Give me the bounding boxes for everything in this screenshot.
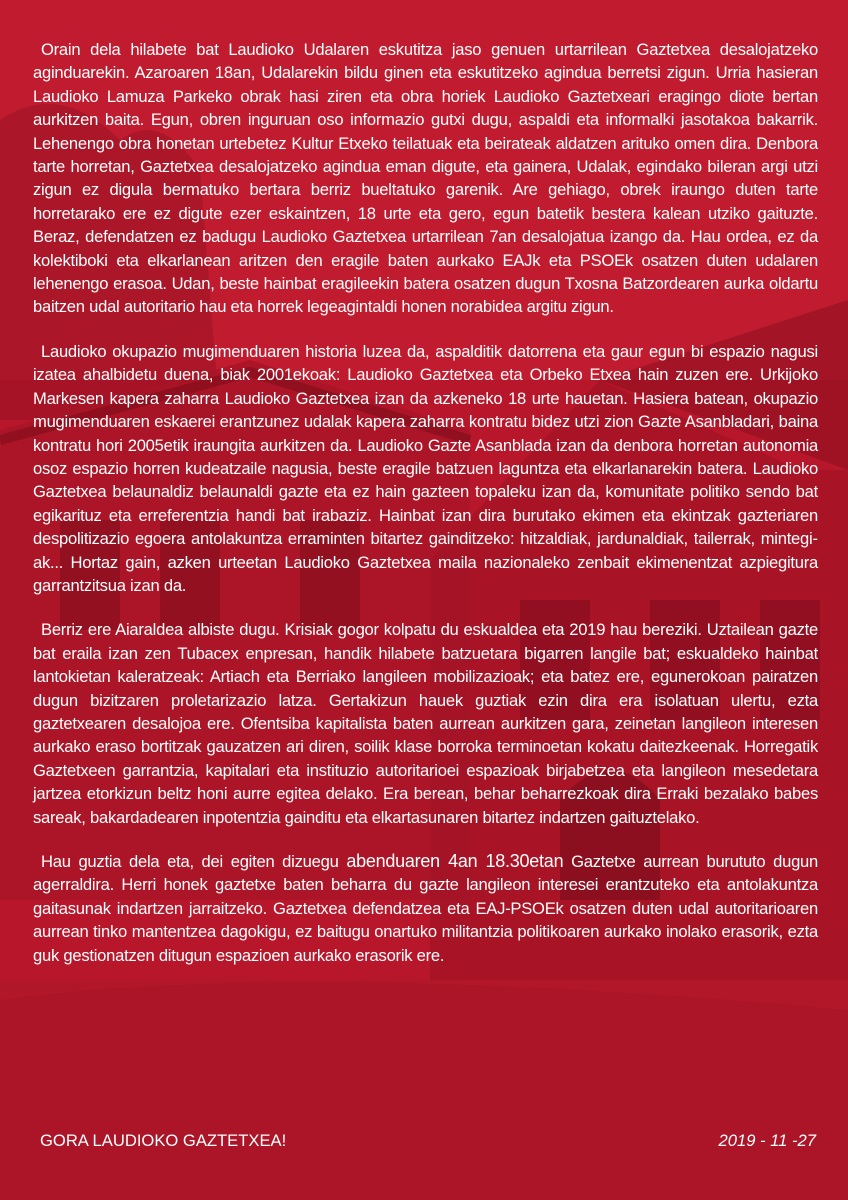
call-text-after: Gaztetxe aurrean burututo dugun agerraldira. Herri honek gaztetxe baten beharra du gazte langileon interesei erantzuteko eta antolakuntza gaitasunak indartzen jarraitzeko. Gaztetxea defendatzea eta EAJ-PSOEk osatzen duten udal autoritarioaren aurrean tinko mantentzea dagokigu, ez baitugu onartuko militantzia politikoaren aurkako inolako erasorik, ezta guk gestionatzen ditugun espazioen aurkako erasorik ere. [33, 852, 819, 965]
paragraph-1: Orain dela hilabete bat Laudioko Udalaren eskutitza jaso genuen urtarrilean Gaztetxea desalojatzeko aginduarekin. Azaroaren 18an, Udalarekin bildu ginen eta eskutitzeko agindua berretsi zigun. Urria hasieran Laudioko Lamuza Parkeko obrak hasi ziren eta obra horiek Laudioko Gaztetxeari eragingo diote bertan aurkitzen baita. Egun, obren inguruan oso informazio gutxi dugu, aspaldi eta informalki jasotakoa bakarrik. Lehenengo obra honetan urtebetez Kultur Etxeko teilatuak eta beirateak aldatzen arituko omen dira. Denbora tarte horretan, Gaztetxea desalojatzeko agindua eman digute, eta gainera, Udalak, egindako bileran argi utzi zigun ez digula bermatuko bertara berriz bueltatuko garenik. Are gehiago, obrek iraungo duten tarte horretarako ere ez digute ezer eskaintzen, 18 urte eta gero, egun batetik bestera kalean utziko gaituzte. Beraz, defendatzen ez badugu Laudioko Gaztetxea urtarrilean 7an desalojatua izango da. Hau ordea, ez da kolektiboki eta elkarlanean aritzen den eragile baten aurkako EAJk eta PSOEk osatzen duten udalaren lehenengo erasoa. Udan, beste hainbat eragileekin batera osatzen dugun Txosna Batzordearen aurka oldartu baitzen udal autoritario hau eta horrek legeagintaldi honen norabidea argitu zigun. [33, 40, 818, 317]
event-date-time: abenduaren 4an 18.30etan [346, 851, 564, 871]
paragraph-3: Berriz ere Aiaraldea albiste dugu. Krisiak gogor kolpatu du eskualdea eta 2019 hau bereziki. Uztailean gazte bat eraila izan zen Tubacex enpresan, handik hilabete batzuetara bigarren langile bat; eskualdeko hainbat lantokietan kaleratzeak: Artiach eta Berriako langileen mobilizazioak; eta batez ere, egunerokoan pairatzen dugun bizitzaren proletarizazio latza. Gertakizun hauek guztiak ezin dira era isolatuan ulertu, ezta gaztetxearen desalojoa ere. Ofentsiba kapitalista baten aurrean aurkitzen gara, zeinetan langileon interesen aurkako eraso bortitzak gauzatzen ari diren, soilik klase borroka terminoetan kokatu daitezkeenak. Horregatik Gaztetxeen garrantzia, kapitalari eta instituzio autoritarioei espazioak birjabetzea eta langileon mesedetara jartzea etorkizun beltz honi aurre egitea delako. Era berean, behar beharrezkoak dira Erraki bezalako babes sareak, bakardadearen inpotentzia gainditu eta elkartasunaren bitartez indartzen gaituztelako. [33, 620, 818, 827]
footer [40, 1130, 816, 1152]
manifesto-text [33, 38, 818, 967]
paragraph-call-to-action [33, 850, 818, 967]
slogan: GORA LAUDIOKO GAZTETXEA! [40, 1131, 287, 1150]
paragraph-2: Laudioko okupazio mugimenduaren historia luzea da, aspalditik datorrena eta gaur egun bi espazio nagusi izatea ahalbidetu duena, biak 2001ekoak: Laudioko Gaztetxea eta Orbeko Etxea hain zuzen ere. Urkijoko Markesen kapera zaharra Laudioko Gaztetxea izan da azkeneko 18 urte hauetan. Hasiera batean, okupazio mugimenduaren eskaerei erantzunez udalak kapera zaharra kontratu bidez utzi zion Gazte Asanbladari, baina kontratu hori 2005etik iraungita aurkitzen da. Laudioko Gazte Asanblada izan da denbora horretan autonomia osoz espazio horren kudeatzaile nagusia, beste eragile batzuen laguntza eta elkarlanarekin batera. Laudioko Gaztetxea belaunaldiz belaunaldi gazte eta ez hain gazteen topaleku izan da, komunitate politiko sendo bat egikarituz eta erreferentzia handi bat irabaziz. Hainbat izan dira burutako ekimen eta ekintzak gazteriaren despolitizazio egoera antolakuntza erraminten bitartez gainditzeko: hitzaldiak, jardunaldiak, tailerrak, mintegiak... Hortaz gain, azken urteetan Laudioko Gaztetxea maila nazionaleko zenbait ekimenentzat azpiegitura garrantzitsua izan da. [33, 341, 818, 595]
date: 2019 - 11 -27 [718, 1131, 816, 1150]
call-text-before: Hau guztia dela eta, dei egiten dizuegu [41, 852, 347, 871]
